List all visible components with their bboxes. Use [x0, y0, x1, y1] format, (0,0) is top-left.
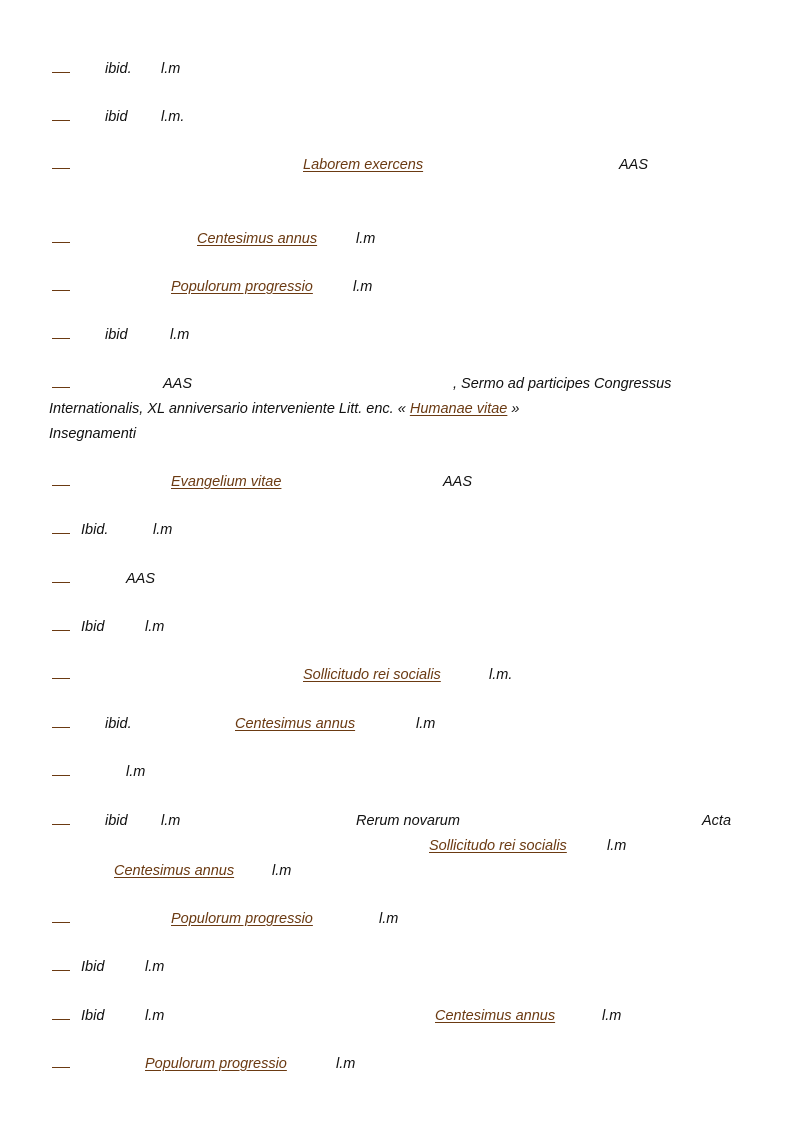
document-link[interactable]: Centesimus annus: [114, 863, 235, 879]
document-link[interactable]: Populorum progressio: [171, 911, 313, 927]
document-link[interactable]: Populorum progressio: [171, 279, 313, 295]
footnote-text: l.m: [379, 911, 399, 927]
footnote-text: Ibid: [81, 619, 105, 635]
footnote-marker[interactable]: [52, 763, 70, 781]
footnote-marker[interactable]: [52, 375, 70, 393]
footnote-text: Acta: [702, 813, 732, 829]
footnote-12: [0, 666, 793, 692]
footnote-text: ibid.: [105, 61, 132, 77]
document-link[interactable]: Centesimus annus: [235, 716, 356, 732]
footnote-text: l.m.: [489, 667, 513, 683]
document-link[interactable]: Laborem exercens: [303, 157, 424, 173]
footnote-text: ibid: [105, 109, 128, 125]
footnote-marker[interactable]: [52, 108, 70, 126]
footnote-text: l.m: [272, 863, 292, 879]
footnote-19: [0, 1055, 793, 1081]
footnote-14: [0, 763, 793, 789]
footnote-text: ibid: [105, 327, 128, 343]
footnote-15: [0, 812, 793, 882]
footnote-marker[interactable]: [52, 473, 70, 491]
footnote-text-line2: [49, 400, 519, 418]
document-link[interactable]: Centesimus annus: [197, 231, 318, 247]
footnote-text: l.m: [170, 327, 190, 343]
document-link[interactable]: Humanae vitae: [409, 401, 508, 417]
footnote-text: ibid: [105, 813, 128, 829]
footnote-marker[interactable]: [52, 570, 70, 588]
footnote-7: [0, 375, 793, 445]
footnote-text: l.m: [145, 1008, 165, 1024]
footnote-marker[interactable]: [52, 156, 70, 174]
footnote-5: [0, 278, 793, 304]
footnote-text: Ibid: [81, 959, 105, 975]
document-link[interactable]: Evangelium vitae: [171, 474, 282, 490]
footnote-marker[interactable]: [52, 958, 70, 976]
footnote-text: l.m: [161, 61, 181, 77]
footnote-16: [0, 910, 793, 936]
footnote-text: l.m: [607, 838, 627, 854]
footnote-text: l.m: [356, 231, 376, 247]
footnote-text: »: [507, 401, 520, 417]
footnote-text: l.m: [416, 716, 436, 732]
footnote-text: l.m.: [161, 109, 185, 125]
footnote-marker[interactable]: [52, 521, 70, 539]
footnote-13: [0, 715, 793, 741]
footnote-text: l.m: [602, 1008, 622, 1024]
footnote-text: Internationalis, XL anniversario interveniente Litt. enc. «: [49, 401, 410, 417]
footnote-text: , Sermo ad participes Congressus: [453, 376, 672, 392]
footnote-11: [0, 618, 793, 644]
footnote-text: l.m: [336, 1056, 356, 1072]
footnote-marker[interactable]: [52, 910, 70, 928]
footnote-marker[interactable]: [52, 278, 70, 296]
footnote-2: [0, 108, 793, 134]
footnote-17: [0, 958, 793, 984]
footnote-marker[interactable]: [52, 666, 70, 684]
footnote-text: AAS: [619, 157, 649, 173]
document-link[interactable]: Populorum progressio: [145, 1056, 287, 1072]
footnote-text: Insegnamenti: [49, 426, 137, 442]
footnote-text: Ibid.: [81, 522, 109, 538]
footnote-text: AAS: [163, 376, 193, 392]
footnote-4: [0, 230, 793, 256]
footnote-marker[interactable]: [52, 618, 70, 636]
footnote-marker[interactable]: [52, 715, 70, 733]
footnote-text: AAS: [443, 474, 473, 490]
footnote-text: Ibid: [81, 1008, 105, 1024]
footnote-text: l.m: [145, 959, 165, 975]
footnote-text: Rerum novarum: [356, 813, 460, 829]
footnote-6: [0, 326, 793, 352]
footnote-10: [0, 570, 793, 596]
footnote-marker[interactable]: [52, 230, 70, 248]
footnote-marker[interactable]: [52, 812, 70, 830]
footnote-text: l.m: [126, 764, 146, 780]
footnote-text: AAS: [126, 571, 156, 587]
footnote-marker[interactable]: [52, 1007, 70, 1025]
document-link[interactable]: Centesimus annus: [435, 1008, 556, 1024]
footnote-3: [0, 156, 793, 182]
footnote-text: l.m: [161, 813, 181, 829]
footnote-1: [0, 60, 793, 86]
footnote-text: ibid.: [105, 716, 132, 732]
footnote-8: [0, 473, 793, 499]
footnote-text: l.m: [353, 279, 373, 295]
footnote-9: [0, 521, 793, 547]
footnote-marker[interactable]: [52, 60, 70, 78]
footnote-marker[interactable]: [52, 1055, 70, 1073]
footnote-marker[interactable]: [52, 326, 70, 344]
document-link[interactable]: Sollicitudo rei socialis: [429, 838, 567, 854]
document-link[interactable]: Sollicitudo rei socialis: [303, 667, 441, 683]
footnote-18: [0, 1007, 793, 1033]
footnote-text: l.m: [153, 522, 173, 538]
footnote-text: l.m: [145, 619, 165, 635]
